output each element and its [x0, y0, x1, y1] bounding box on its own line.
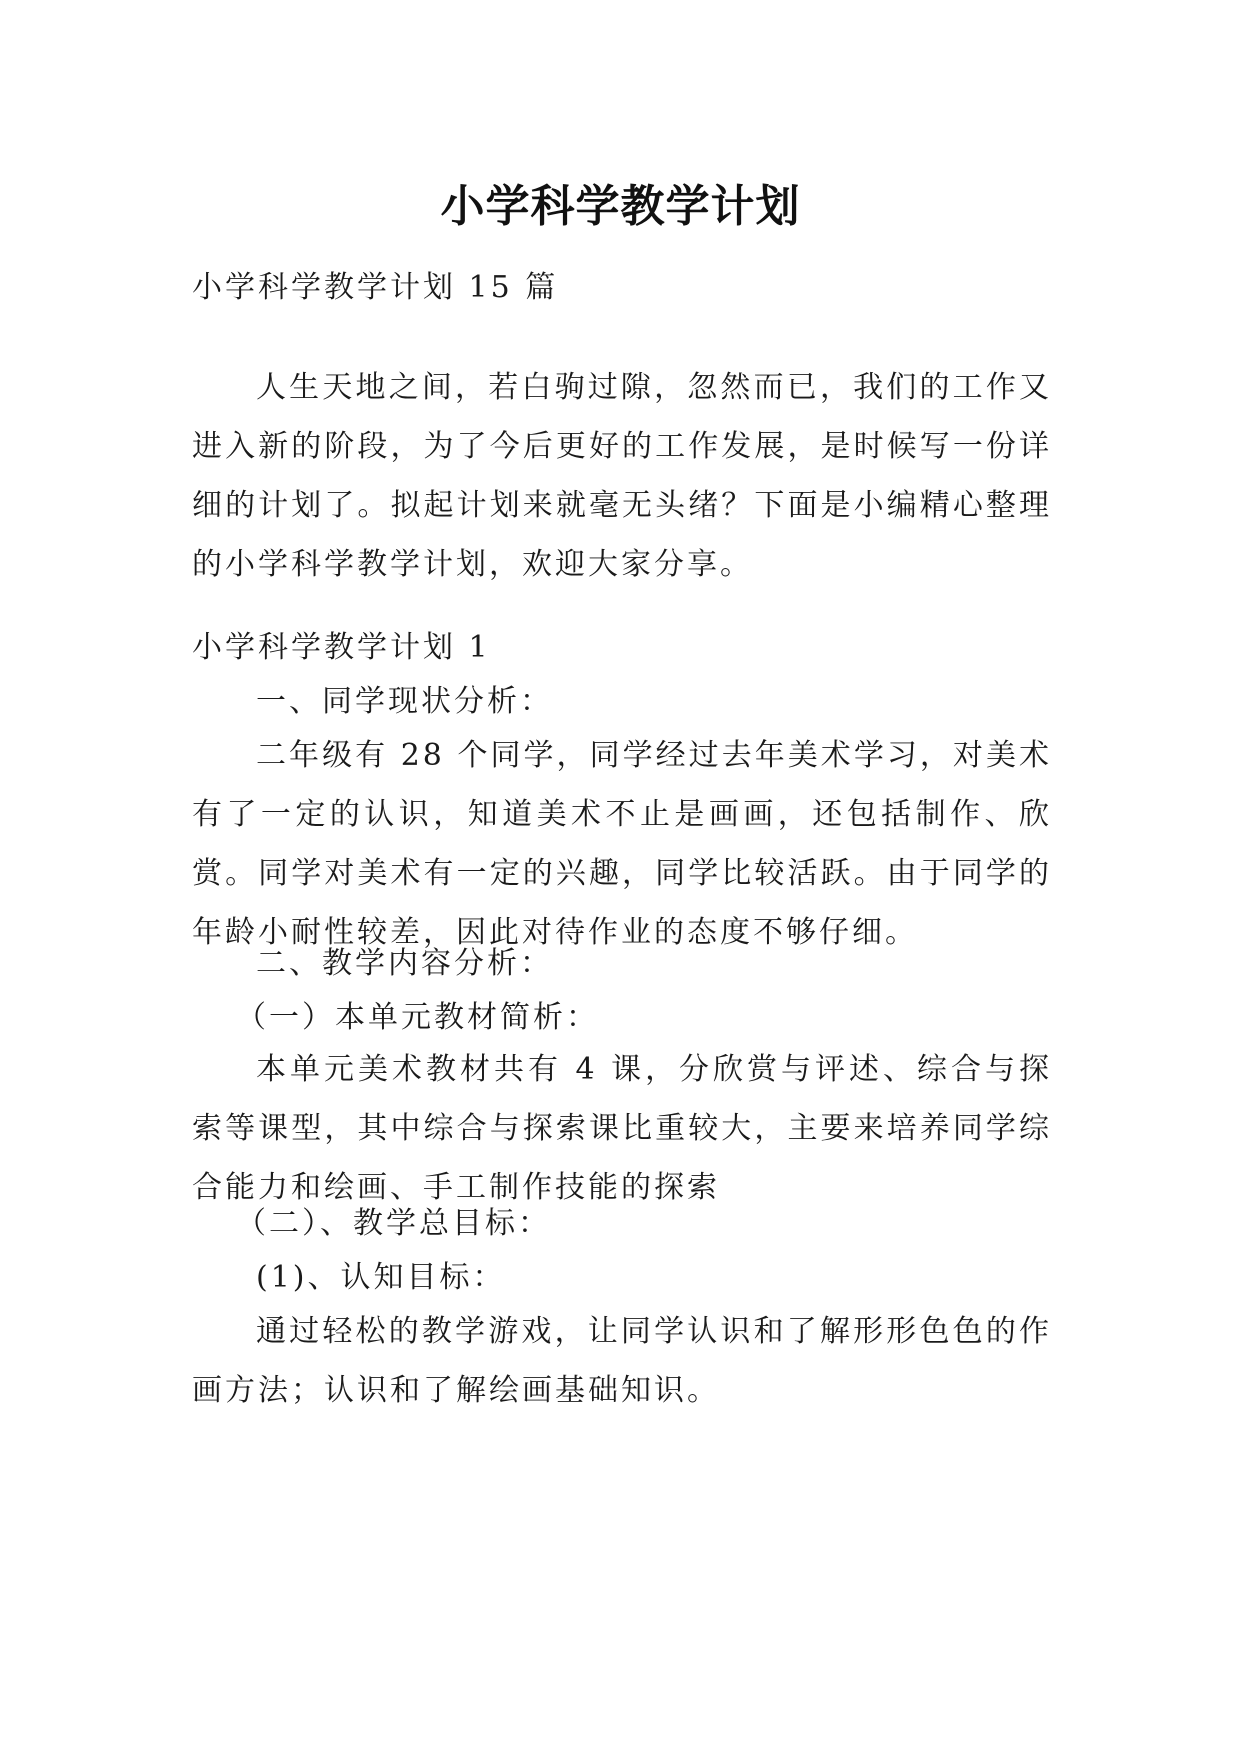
heading-total-goals: （二）、教学总目标： [236, 1206, 551, 1241]
section-heading: 小学科学教学计划 1 [192, 630, 491, 665]
heading-content-analysis: 二、教学内容分析： [256, 946, 553, 981]
heading-student-analysis: 一、同学现状分析： [256, 684, 553, 719]
paragraph-unit-brief: 本单元美术教材共有 4 课，分欣赏与评述、综合与探索等课型，其中综合与探索课比重较大，主要来培养同学综合能力和绘画、手工制作技能的探索 [192, 1052, 1052, 1205]
document-subtitle: 小学科学教学计划 15 篇 [192, 270, 559, 305]
document-title: 小学科学教学计划 [440, 181, 801, 233]
heading-cognitive: (1)、认知目标： [256, 1260, 506, 1295]
paragraph-cognitive: 通过轻松的教学游戏，让同学认识和了解形形色色的作画方法；认识和了解绘画基础知识。 [192, 1314, 1052, 1408]
paragraph-student-analysis: 二年级有 28 个同学，同学经过去年美术学习，对美术有了一定的认识，知道美术不止是画画，还包括制作、欣赏。同学对美术有一定的兴趣，同学比较活跃。由于同学的年龄小耐性较差，因此对待作业的态度不够仔细。 [192, 738, 1052, 950]
intro-paragraph: 人生天地之间，若白驹过隙，忽然而已，我们的工作又进入新的阶段，为了今后更好的工作发展，是时候写一份详细的计划了。拟起计划来就毫无头绪？下面是小编精心整理的小学科学教学计划，欢迎大家分享。 [192, 370, 1052, 582]
heading-unit-brief: （一）本单元教材简析： [236, 1000, 599, 1035]
